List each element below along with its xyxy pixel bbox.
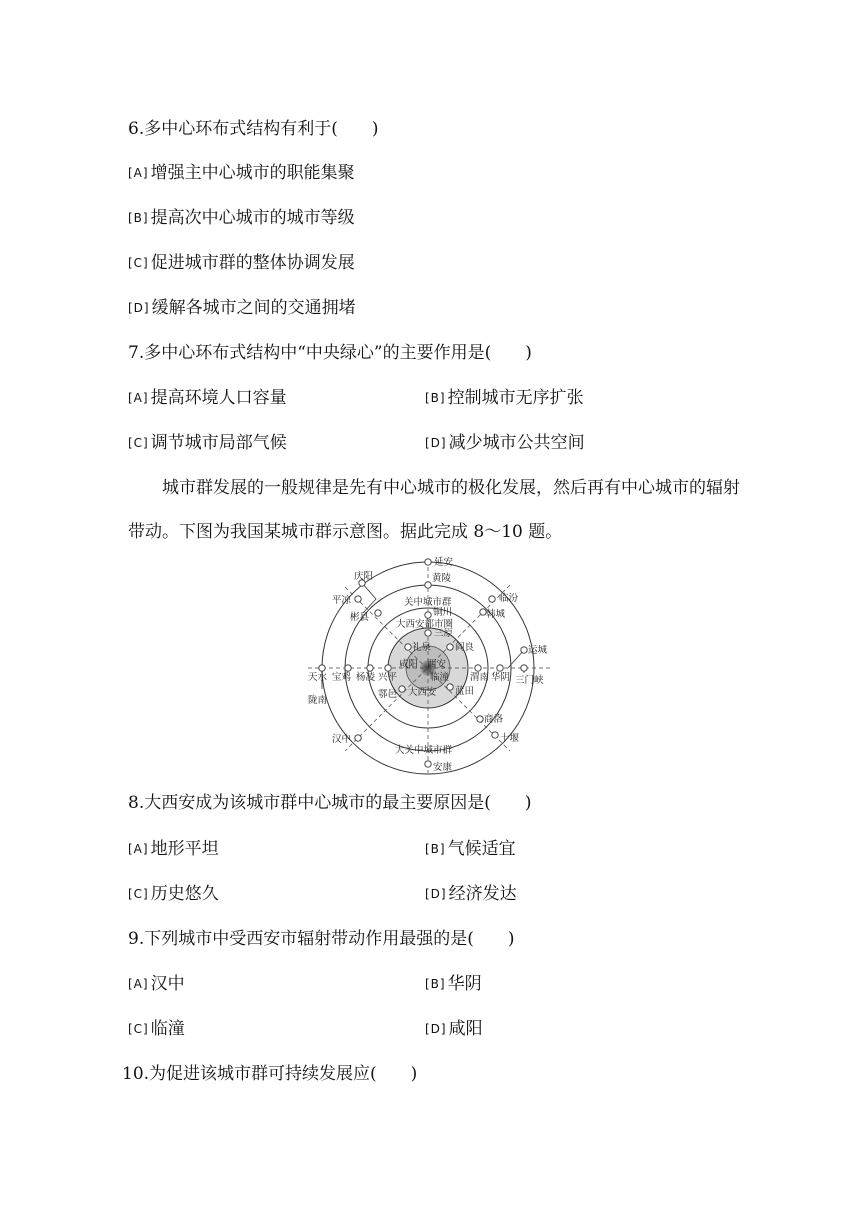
q8-option-c: [128, 883, 219, 905]
dot-sanyuan: [425, 630, 431, 636]
label-ring3: 大西安都市圈: [396, 619, 454, 630]
q7-option-b: [425, 387, 584, 409]
label-lintong: 临潼: [430, 672, 450, 683]
label-yanan: 延安: [434, 557, 454, 568]
dot-ankang: [425, 761, 431, 767]
dot-pingliang: [355, 596, 361, 602]
dot-liquan: [405, 644, 411, 650]
option-tag: [A]: [128, 977, 149, 991]
q9-option-a: [128, 973, 185, 995]
option-text: 临潼: [150, 1019, 185, 1039]
label-huxian: 鄠邑: [378, 689, 398, 700]
q8-stem: 8.大西安成为该城市群中心城市的最主要原因是( ): [128, 793, 532, 813]
option-tag: [C]: [128, 436, 149, 450]
q10-stem: 10.为促进该城市群可持续发展应( ): [122, 1064, 418, 1084]
label-xianyang: 咸阳: [399, 659, 419, 670]
label-sanmenxia: 三门峡: [515, 675, 544, 686]
option-tag: [C]: [128, 256, 149, 270]
q7-option-d: [425, 432, 585, 454]
label-binxian: 彬县: [350, 612, 370, 623]
option-tag: [A]: [128, 166, 149, 180]
label-longnan: 陇南: [308, 695, 328, 706]
option-tag: [D]: [425, 436, 447, 450]
label-huayin: 华阴: [491, 672, 511, 683]
label-ring4: 关中城市群: [404, 597, 452, 608]
option-text: 提高环境人口容量: [150, 388, 287, 408]
option-tag: [C]: [128, 1022, 149, 1036]
option-tag: [A]: [128, 842, 149, 856]
option-tag: [B]: [425, 391, 446, 405]
option-tag: [C]: [128, 887, 149, 901]
label-weinan: 渭南: [470, 672, 490, 683]
q9-option-c: [128, 1018, 185, 1040]
q6-option-b: [128, 207, 355, 229]
option-tag: [B]: [425, 842, 446, 856]
q9-option-b: [425, 973, 482, 995]
dot-huxian: [399, 686, 405, 692]
dot-yangling: [367, 665, 373, 671]
dot-baoji: [345, 665, 351, 671]
option-tag: [D]: [425, 1022, 447, 1036]
option-text: 咸阳: [448, 1019, 483, 1039]
label-tianshui: 天水: [308, 672, 328, 683]
option-tag: [A]: [128, 391, 149, 405]
dot-yanliang: [447, 644, 453, 650]
q6-option-c: [128, 252, 355, 274]
dot-xingping: [385, 665, 391, 671]
label-liquan: 礼泉: [412, 642, 432, 653]
option-tag: [D]: [128, 301, 150, 315]
label-xingping: 兴平: [378, 672, 398, 683]
dot-huayin: [497, 665, 503, 671]
option-text: 缓解各城市之间的交通拥堵: [151, 298, 356, 318]
city-cluster-diagram: [300, 555, 560, 775]
intro-paragraph: 城市群发展的一般规律是先有中心城市的极化发展，然后再有中心城市的辐射带动。下图为我国某城市群示意图。据此完成 8～10 题。: [128, 478, 740, 542]
dot-shiyan: [492, 732, 498, 738]
dot-lantian: [447, 684, 453, 690]
q7-stem: 7.多中心环布式结构中“中央绿心”的主要作用是( ): [128, 343, 532, 363]
option-text: 经济发达: [448, 884, 517, 904]
label-ring2: 大西安: [408, 687, 437, 698]
label-yanliang: 阎良: [455, 642, 475, 653]
q7-option-a: [128, 387, 287, 409]
dot-shangluo: [477, 716, 483, 722]
label-yangling: 杨凌: [356, 672, 376, 683]
option-text: 地形平坦: [150, 839, 219, 859]
dot-tongchuan: [425, 612, 431, 618]
dot-sanmenxia: [521, 665, 527, 671]
option-text: 减少城市公共空间: [448, 433, 585, 453]
label-hanzhong: 汉中: [332, 734, 352, 745]
option-text: 历史悠久: [150, 884, 219, 904]
q8-option-b: [425, 838, 516, 860]
dot-huangling: [425, 582, 431, 588]
option-text: 华阴: [447, 974, 482, 994]
label-huangling: 黄陵: [432, 573, 452, 584]
option-text: 促进城市群的整体协调发展: [150, 253, 355, 273]
dot-yanan: [425, 559, 431, 565]
q9-stem: 9.下列城市中受西安市辐射带动作用最强的是( ): [128, 929, 515, 949]
option-tag: [D]: [425, 887, 447, 901]
option-text: 增强主中心城市的职能集聚: [150, 163, 355, 183]
dot-yuncheng: [521, 647, 527, 653]
label-baoji: 宝鸡: [332, 672, 352, 683]
q7-option-c: [128, 432, 287, 454]
label-ring5: 大关中城市群: [395, 745, 453, 756]
dot-weinan: [475, 665, 481, 671]
label-lantian: 蓝田: [455, 686, 475, 697]
label-yuncheng: 运城: [528, 645, 548, 656]
option-text: 气候适宜: [447, 839, 516, 859]
option-text: 提高次中心城市的城市等级: [150, 208, 355, 228]
option-tag: [B]: [128, 211, 149, 225]
dot-linfen: [489, 596, 495, 602]
label-qingyang: 庆阳: [354, 571, 374, 582]
label-shangluo: 商洛: [484, 714, 504, 725]
q6-stem: 6.多中心环布式结构有利于( ): [128, 119, 379, 139]
label-sanyuan: 三原: [434, 628, 454, 639]
q8-option-d: [425, 883, 517, 905]
label-ankang: 安康: [433, 762, 453, 773]
label-xian: 西安: [427, 659, 447, 670]
option-tag: [B]: [425, 977, 446, 991]
dot-hanzhong: [355, 735, 361, 741]
q9-option-d: [425, 1018, 483, 1040]
option-text: 调节城市局部气候: [150, 433, 287, 453]
q8-option-a: [128, 838, 219, 860]
dot-binxian: [375, 610, 381, 616]
label-pingliang: 平凉: [332, 595, 352, 606]
q6-option-a: [128, 162, 355, 184]
label-linfen: 临汾: [499, 593, 519, 604]
label-hancheng: 韩城: [486, 609, 506, 620]
dot-tianshui: [319, 665, 325, 671]
label-shiyan: 十堰: [500, 733, 520, 744]
label-tongchuan: 铜川: [433, 607, 453, 618]
connector-qingyang-binxian: [362, 583, 376, 613]
q6-option-d: [128, 297, 356, 319]
option-text: 控制城市无序扩张: [447, 388, 584, 408]
option-text: 汉中: [150, 974, 185, 994]
